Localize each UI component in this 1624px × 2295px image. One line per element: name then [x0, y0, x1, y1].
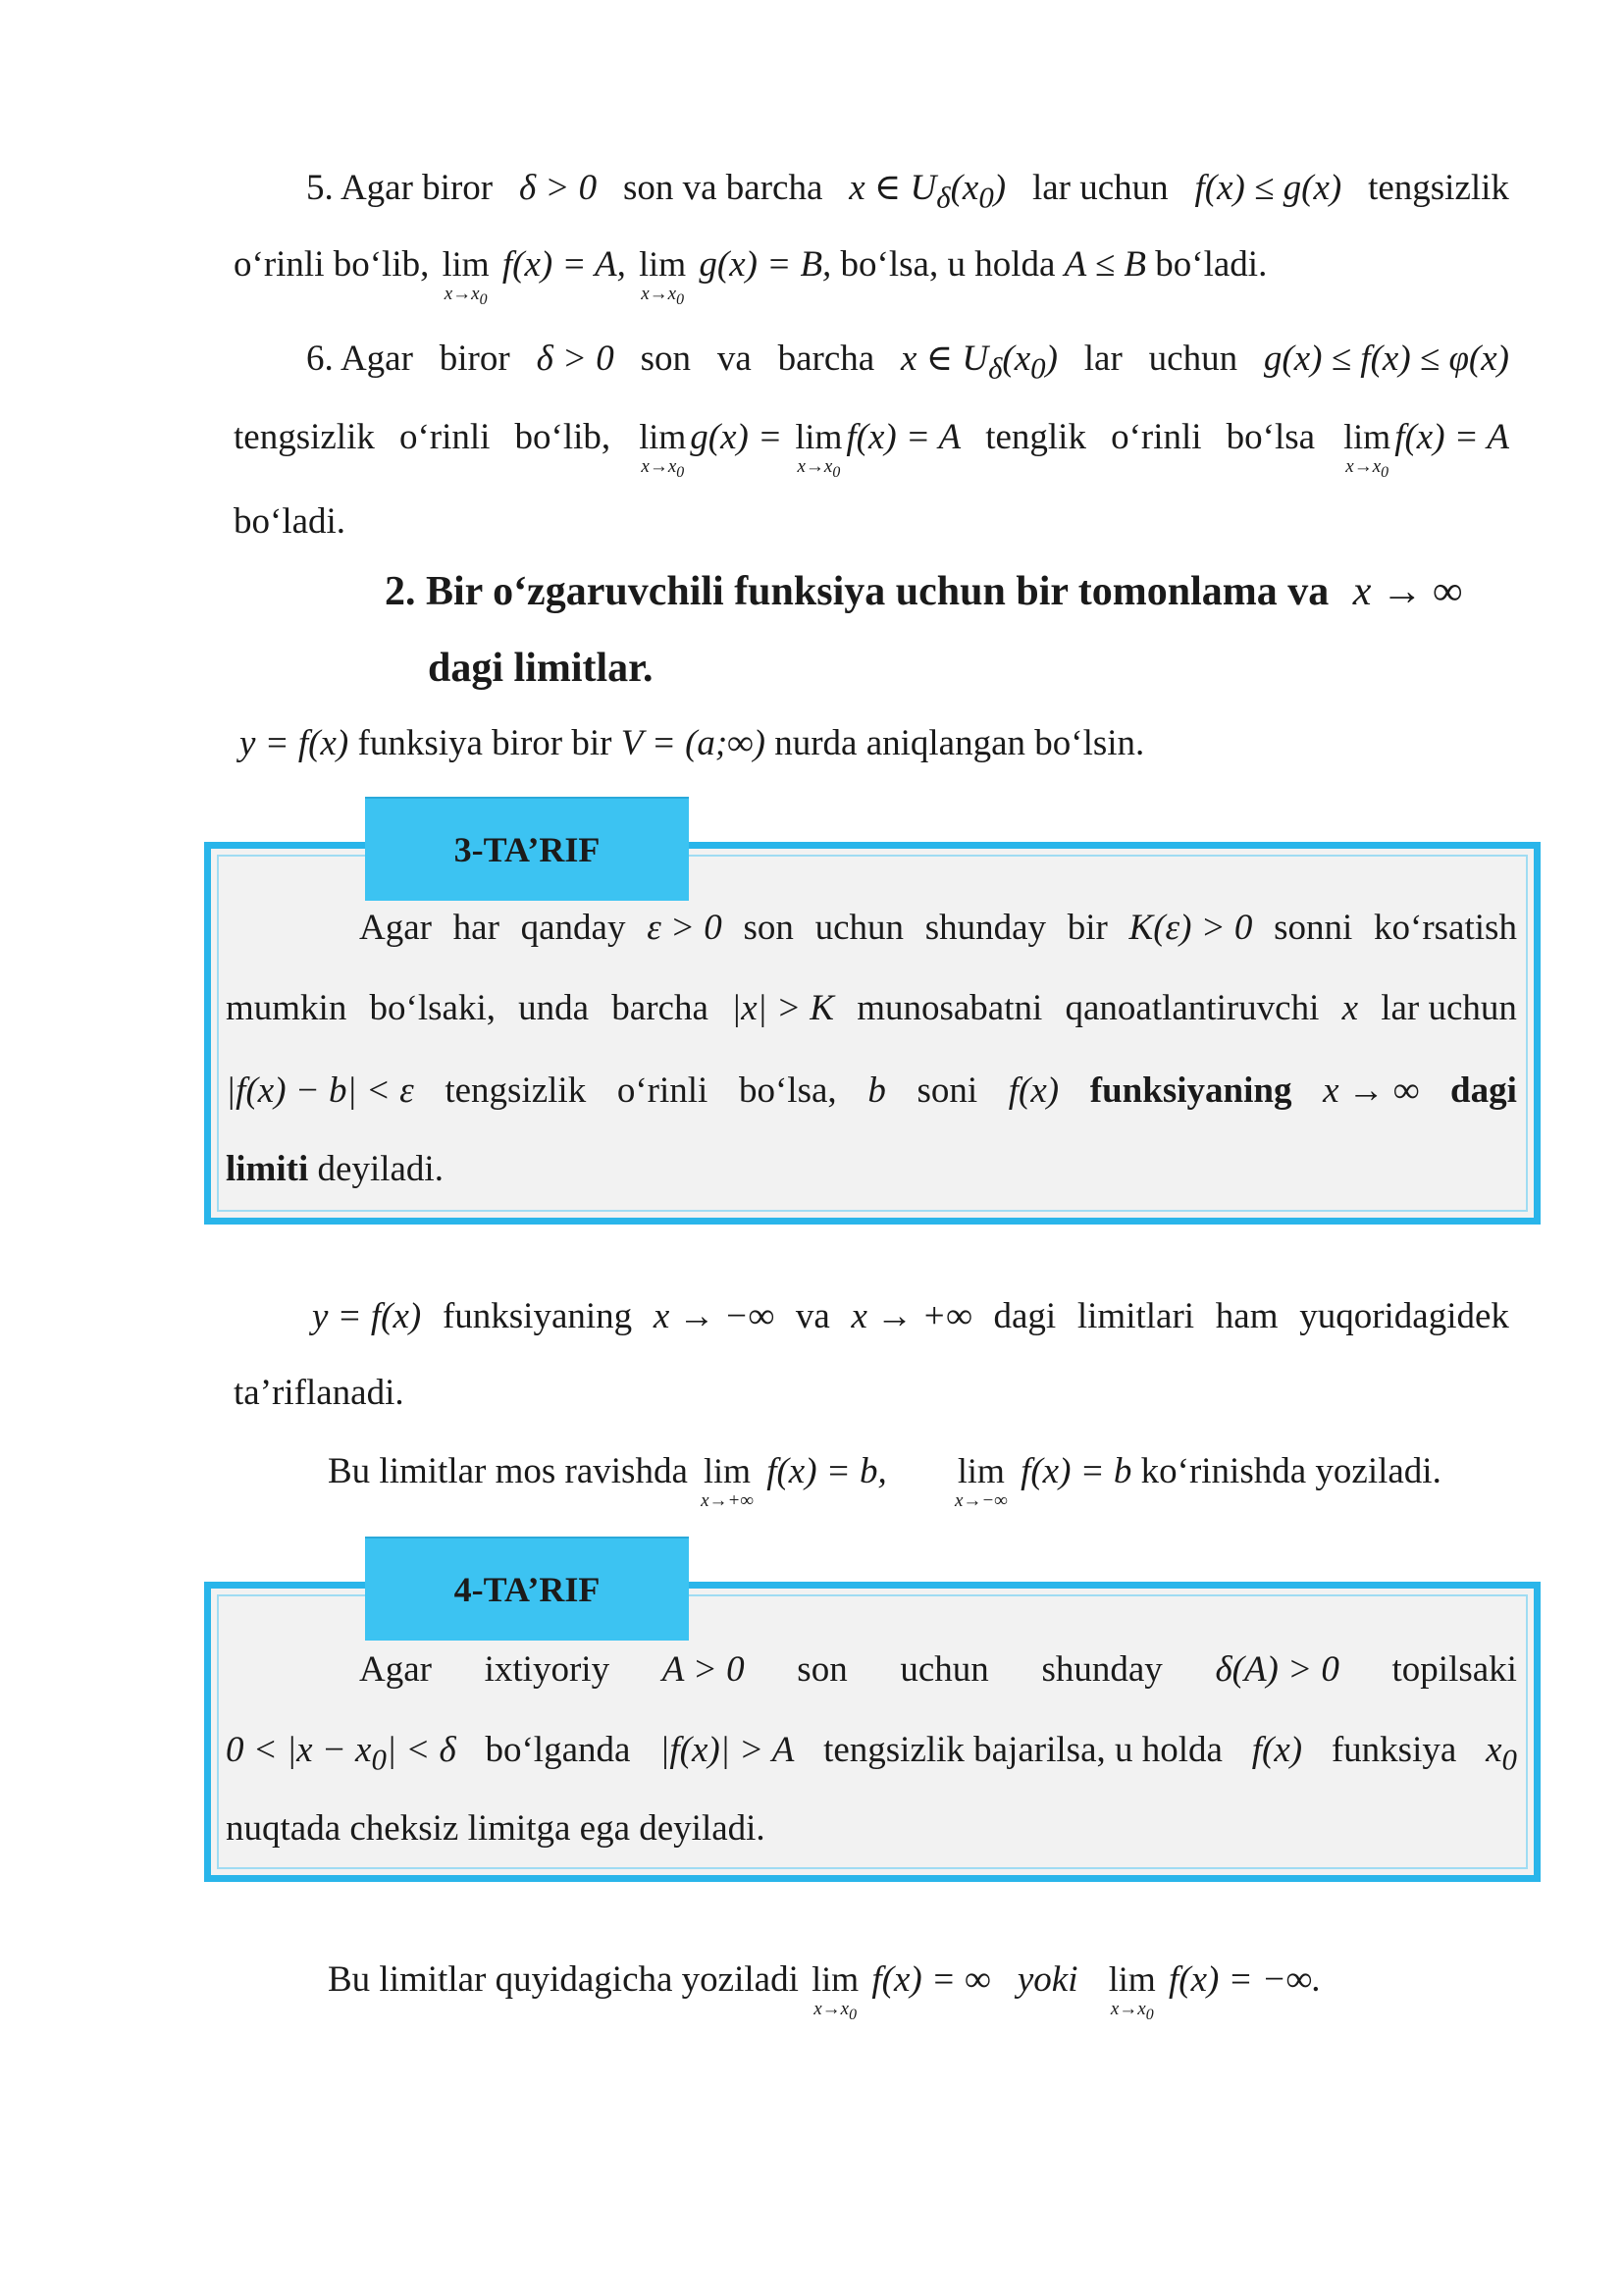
math: δ > 0 — [536, 339, 614, 379]
def3-line2: mumkin bo‘lsaki, unda barcha |x| > K munosabatni qanoatlantiruvchi x lar uchun — [226, 988, 1517, 1028]
math: x ∈ $U_\delta(x_0)$ — [901, 339, 1058, 386]
limit: lim $x\to x_0$ — [442, 244, 490, 308]
math: δ > 0 — [518, 168, 598, 208]
math: g(x) ≤ f(x) ≤ φ(x) — [1263, 339, 1509, 379]
math: x ∈ $U_\delta(x_0)$ — [849, 168, 1007, 215]
item5-line2 — [234, 243, 1267, 308]
math: V = (a;∞) — [620, 723, 765, 763]
text: barcha — [777, 339, 875, 379]
text: o‘rinli — [398, 417, 491, 457]
math: f(x) ≤ g(x) — [1194, 168, 1342, 208]
math: y = f(x) — [239, 723, 349, 763]
def4-line1: Agar ixtiyoriy A > 0 son uchun shunday δ(A) > 0 topilsaki — [359, 1649, 1517, 1690]
text: son va barcha — [622, 168, 823, 208]
item6-line3: bo‘ladi. — [234, 501, 346, 542]
def3-line3: |f(x) − b| < ε tengsizlik o‘rinli bo‘lsa, b soni f(x) funksiyaning x → ∞ dagi — [226, 1070, 1517, 1111]
math: lim $x\to x_0$ g(x) = lim $x\to x_0$ f(x) = A — [639, 417, 962, 481]
para-inf-line1: y = f(x) funksiyaning x → −∞ va x → +∞ dagi limitlari ham yuqoridagidek — [312, 1296, 1509, 1336]
text: uchun — [1148, 339, 1238, 379]
def4-line3: nuqtada cheksiz limitga ega deyiladi. — [226, 1808, 765, 1849]
item6-line1 — [306, 338, 1509, 390]
definition-3-tab: 3-TA’RIF — [365, 797, 689, 901]
item5-line1 — [306, 167, 1509, 219]
limit: lim x→+∞ — [701, 1451, 754, 1511]
limit: lim x→−∞ — [955, 1451, 1008, 1511]
text: va — [716, 339, 752, 379]
limit: lim $x\to x_0$ — [1108, 1959, 1156, 2023]
limit: lim $x\to x_0$ — [812, 1959, 860, 2023]
final-line: Bu limitlar quyidagicha yoziladi lim $x\to x_0$ f(x) = ∞ yoki lim $x\to x_0$ f(x) = −∞. — [328, 1959, 1322, 2023]
text: funksiya biror bir — [357, 723, 612, 763]
math: lim $x\to x_0$ f(x) = A — [1343, 417, 1509, 481]
text: o‘rinli — [1111, 417, 1202, 457]
para-notation: Bu limitlar mos ravishda lim x→+∞ f(x) = b, lim x→−∞ f(x) = b ko‘rinishda yoziladi. — [328, 1451, 1441, 1511]
text: bo‘lsa, u holda — [840, 244, 1056, 285]
text: bo‘ladi. — [1155, 244, 1268, 285]
text: tengsizlik — [234, 417, 375, 457]
text: biror — [439, 339, 510, 379]
text: bo‘lib, — [514, 417, 611, 457]
text: bo‘lsa — [1226, 417, 1316, 457]
text: lar uchun — [1031, 168, 1169, 208]
limit: lim $x\to x_0$ — [639, 244, 687, 308]
math: f(x) = A, — [501, 244, 626, 285]
math: A ≤ B — [1064, 244, 1147, 285]
text: o‘rinli bo‘lib, — [234, 244, 430, 285]
definition-4-tab: 4-TA’RIF — [365, 1537, 689, 1641]
section-heading-line2: dagi limitlar. — [428, 646, 654, 691]
text: 6. Agar — [306, 339, 413, 379]
def3-line1: Agar har qanday ε > 0 son uchun shunday bir K(ε) > 0 sonni ko‘rsatish — [359, 908, 1517, 948]
para-inf-line2: ta’riflanadi. — [234, 1373, 404, 1413]
intro-line — [239, 722, 1144, 765]
text: tenglik — [985, 417, 1086, 457]
item6-line2 — [234, 416, 1509, 481]
text: 5. Agar biror — [306, 168, 494, 208]
def4-line2: $0 < |x - x_0| < \delta$ bo‘lganda |f(x)| > A tengsizlik bajarilsa, u holda f(x) funksiya $x_0$ — [226, 1730, 1517, 1777]
def3-line4: limiti deyiladi. — [226, 1149, 444, 1189]
text: son — [640, 339, 691, 379]
text: lar — [1083, 339, 1123, 379]
text: tengsizlik — [1368, 168, 1509, 208]
math: g(x) = B, — [699, 244, 832, 285]
section-heading: 2. Bir o‘zgaruvchili funksiya uchun bir tomonlama va x → ∞ — [385, 569, 1463, 614]
heading-math: x → ∞ — [1352, 569, 1463, 614]
text: nurda aniqlangan bo‘lsin. — [774, 723, 1145, 763]
